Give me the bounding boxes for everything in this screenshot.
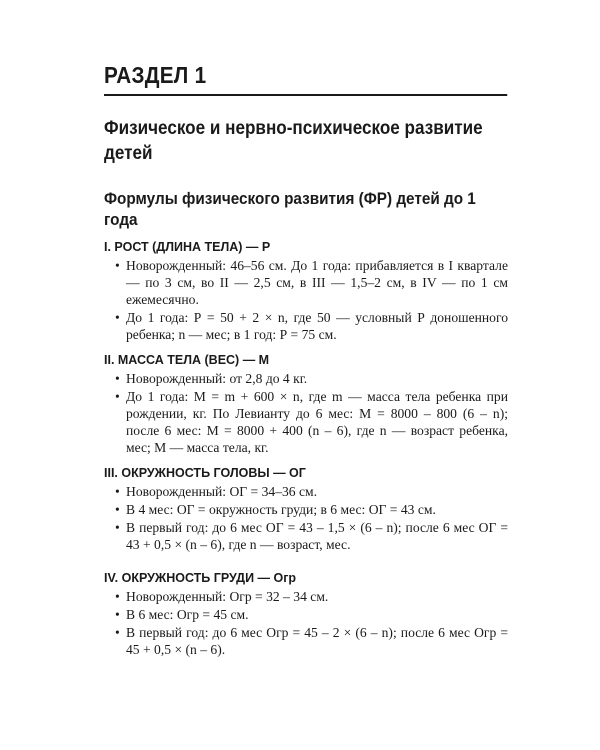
- list-item: • Новорожденный: от 2,8 до 4 кг.: [126, 370, 508, 387]
- item-list: [104, 257, 508, 343]
- group-head-circumference: [104, 466, 508, 553]
- group-chest-circumference: [104, 571, 508, 658]
- item-list: [104, 483, 508, 553]
- item-list: [104, 370, 508, 456]
- list-item: • Новорожденный: ОГ = 34–36 см.: [126, 483, 508, 500]
- page: [104, 62, 508, 659]
- group-weight: [104, 353, 508, 456]
- list-item: • До 1 года: М = m + 600 × n, где m — масса тела ребенка при рождении, кг. По Левианту до 6 мес: М = 8000 – 800 (6 – n); после 6 мес: М = 8000 + 400 (n – 6), где n — возраст ребенка, мес; М — масса тела, кг.: [126, 388, 508, 456]
- list-item: • В первый год: до 6 мес Огр = 45 – 2 × (6 – n); после 6 мес Огр = 45 + 0,5 × (n – 6).: [126, 624, 508, 658]
- list-item: • Новорожденный: 46–56 см. До 1 года: прибавляется в I квартале — по 3 см, во II — 2,5 см, в III — 1,5–2 см, в IV — по 1 см ежемесячно.: [126, 257, 508, 308]
- group-title: III. ОКРУЖНОСТЬ ГОЛОВЫ — ОГ: [104, 466, 306, 480]
- list-item: • В 4 мес: ОГ = окружность груди; в 6 мес: ОГ = 43 см.: [126, 501, 508, 518]
- list-item: • В первый год: до 6 мес ОГ = 43 – 1,5 × (6 – n); после 6 мес ОГ = 43 + 0,5 × (n – 6), где n — возраст, мес.: [126, 519, 508, 553]
- list-item: • Новорожденный: Огр = 32 – 34 см.: [126, 588, 508, 605]
- group-title: I. РОСТ (ДЛИНА ТЕЛА) — Р: [104, 240, 271, 254]
- section-title: РАЗДЕЛ 1: [104, 62, 508, 96]
- list-item: • В 6 мес: Огр = 45 см.: [126, 606, 508, 623]
- group-height: [104, 240, 508, 343]
- chapter-title: Физическое и нервно-психическое развитие детей: [104, 118, 483, 164]
- list-item: • До 1 года: Р = 50 + 2 × n, где 50 — условный Р доношенного ребенка; n — мес; в 1 год: Р = 75 см.: [126, 309, 508, 343]
- group-title: II. МАССА ТЕЛА (ВЕС) — М: [104, 353, 270, 367]
- item-list: [104, 588, 508, 658]
- group-title: IV. ОКРУЖНОСТЬ ГРУДИ — Огр: [104, 571, 297, 585]
- subsection-title: Формулы физического развития (ФР) детей до 1 года: [104, 189, 476, 229]
